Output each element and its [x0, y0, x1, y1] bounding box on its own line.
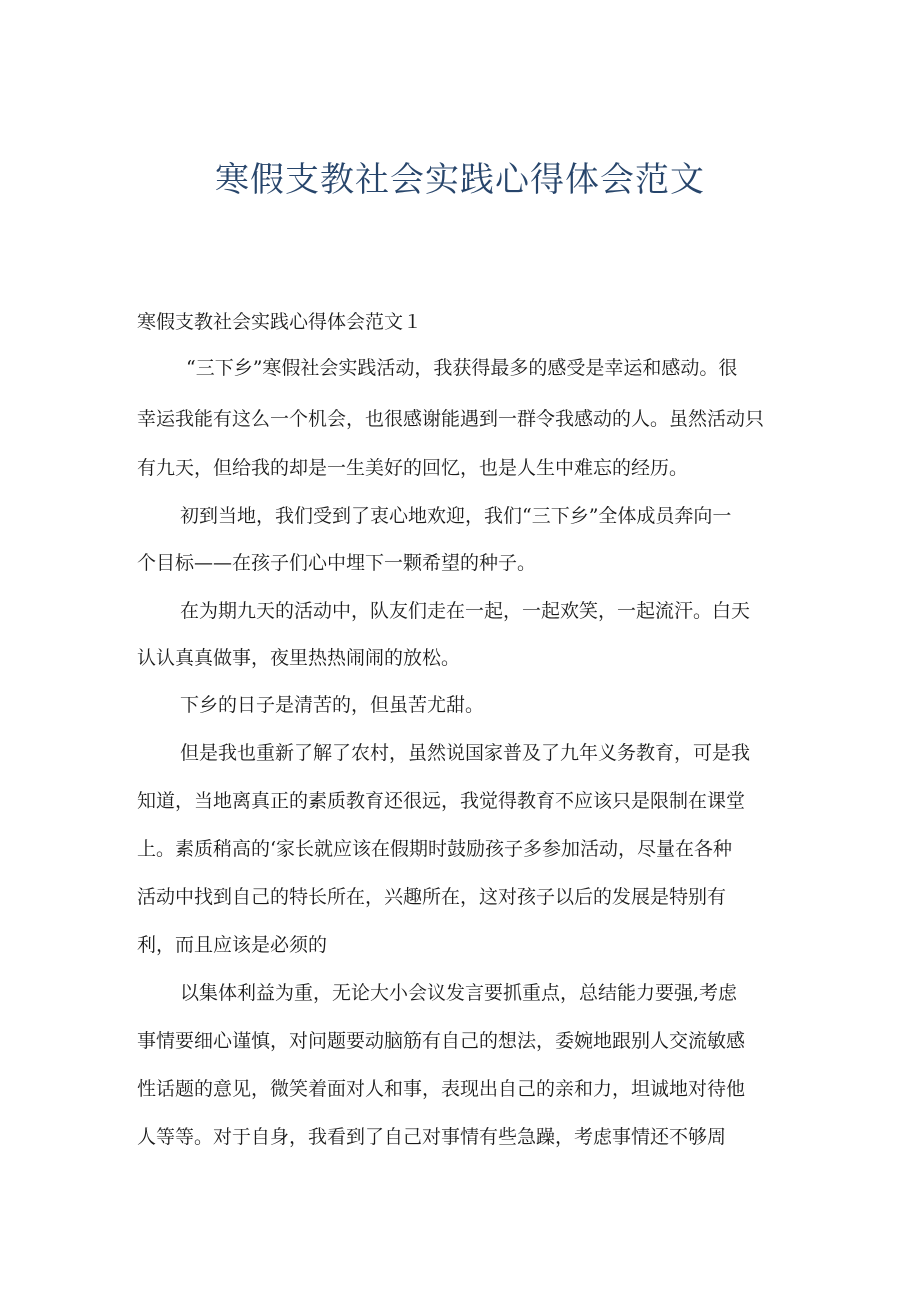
body-line: 知道，当地离真正的素质教育还很远，我觉得教育不应该只是限制在课堂 [137, 790, 746, 812]
body-line: 利，而且应该是必须的 [137, 934, 328, 956]
body-line: 性话题的意见，微笑着面对人和事，表现出自己的亲和力，坦诚地对待他 [137, 1078, 746, 1100]
document-title: 寒假支教社会实践心得体会范文 [215, 160, 705, 200]
body-line: 人等等。对于自身，我看到了自己对事情有些急躁，考虑事情还不够周 [137, 1126, 727, 1148]
body-line: 但是我也重新了解了农村，虽然说国家普及了九年义务教育，可是我 [180, 742, 751, 764]
body-line: 上。素质稍高的‘家长就应该在假期时鼓励孩子多参加活动，尽量在各种 [137, 838, 733, 860]
body-line: 个目标——在孩子们心中埋下一颗希望的种子。 [137, 552, 537, 574]
body-line: 活动中找到自己的特长所在，兴趣所在，这对孩子以后的发展是特别有 [137, 886, 727, 908]
body-line: 认认真真做事，夜里热热闹闹的放松。 [137, 647, 461, 669]
body-line: 以集体利益为重，无论大小会议发言要抓重点，总结能力要强,考虑 [180, 982, 738, 1004]
body-line: 事情要细心谨慎，对问题要动脑筋有自己的想法，委婉地跟别人交流敏感 [137, 1030, 746, 1052]
body-line: “三下乡”寒假社会实践活动，我获得最多的感受是幸运和感动。很 [186, 357, 738, 379]
body-line: 有九天，但给我的却是一生美好的回忆，也是人生中难忘的经历。 [137, 457, 689, 479]
section-heading: 寒假支教社会实践心得体会范文１ [137, 311, 423, 333]
body-line: 幸运我能有这么一个机会，也很感谢能遇到一群令我感动的人。虽然活动只 [137, 408, 765, 430]
body-line: 初到当地，我们受到了衷心地欢迎，我们“三下乡”全体成员奔向一 [180, 505, 732, 527]
body-line: 下乡的日子是清苦的，但虽苦尤甜。 [180, 694, 485, 716]
body-line: 在为期九天的活动中，队友们走在一起，一起欢笑，一起流汗。白天 [180, 600, 751, 622]
